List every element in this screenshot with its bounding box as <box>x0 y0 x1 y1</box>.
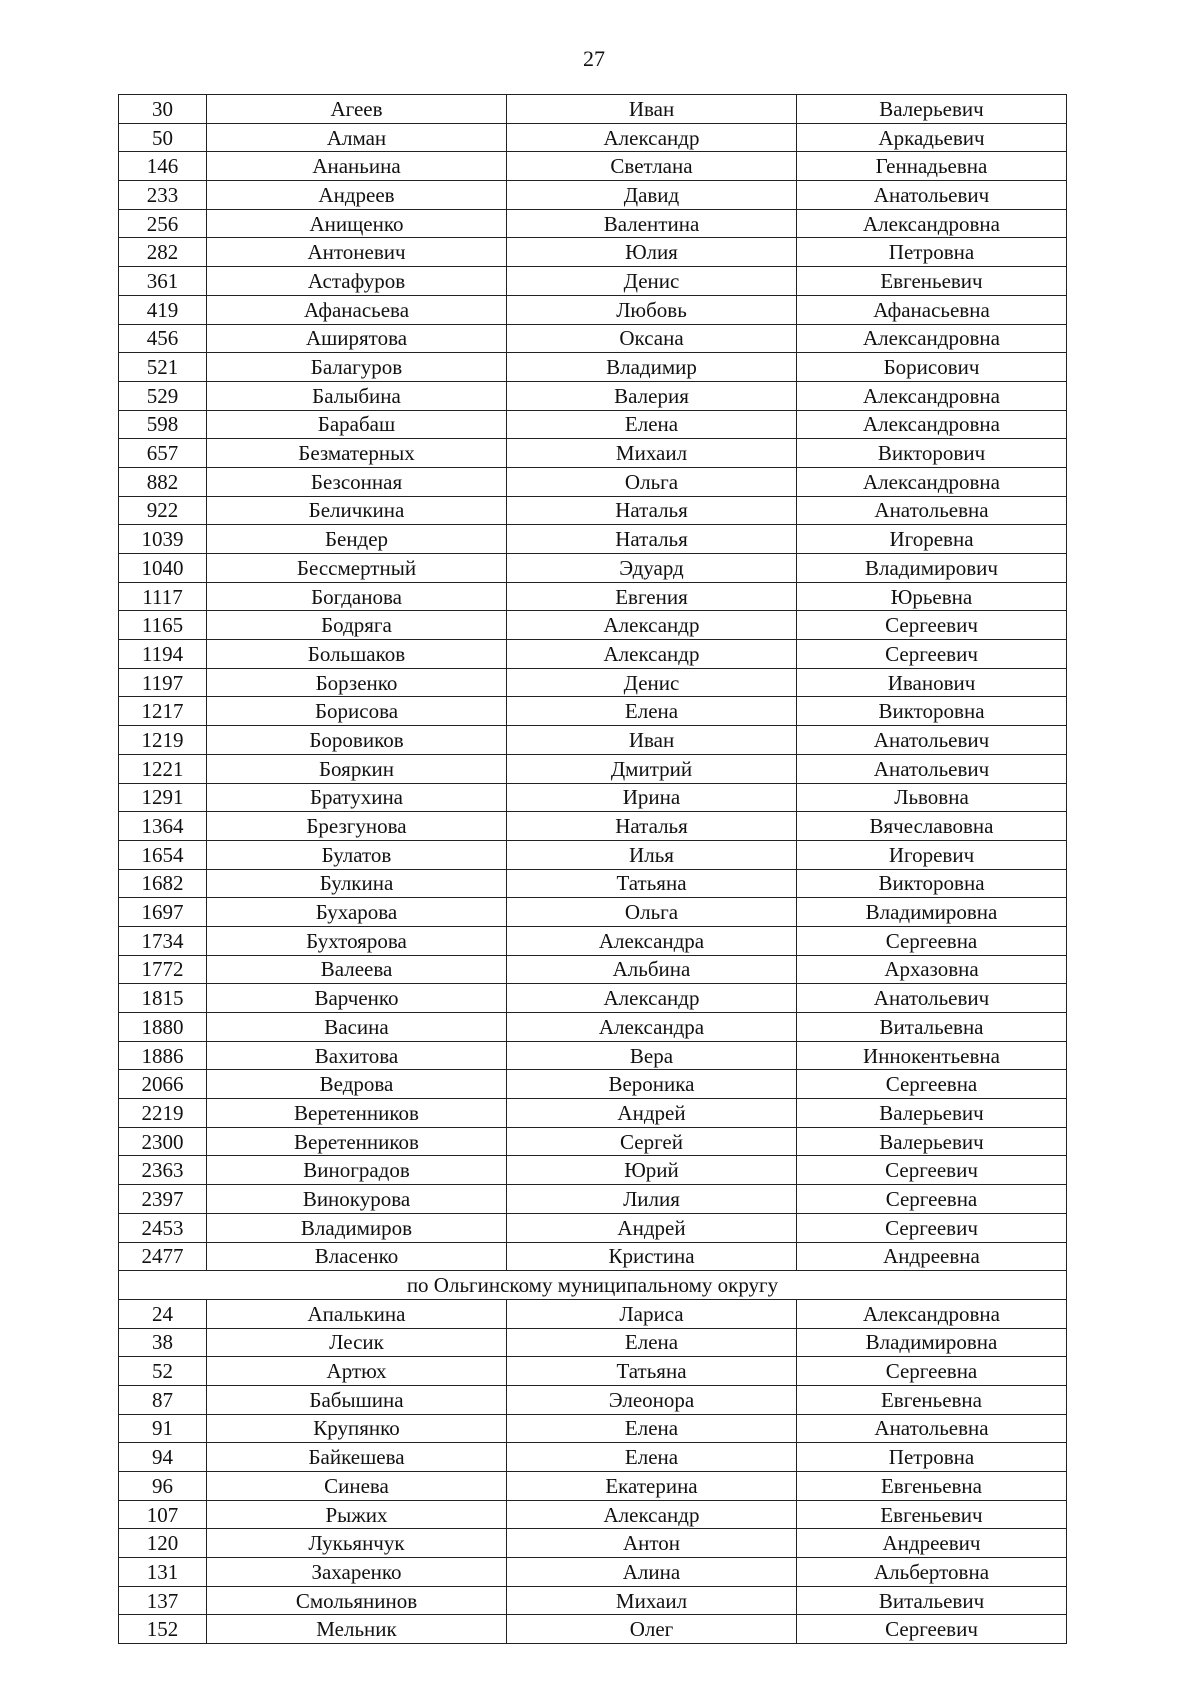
patronymic-cell: Архазовна <box>797 955 1067 984</box>
patronymic-cell: Сергеевич <box>797 1156 1067 1185</box>
row-number-cell: 456 <box>119 324 207 353</box>
table-row <box>119 554 1067 583</box>
last-name-cell: Веретенников <box>207 1127 507 1156</box>
patronymic-cell: Викторовна <box>797 697 1067 726</box>
table-row <box>119 1443 1067 1472</box>
first-name-cell: Антон <box>507 1529 797 1558</box>
first-name-cell: Александр <box>507 1500 797 1529</box>
last-name-cell: Лесик <box>207 1328 507 1357</box>
first-name-cell: Иван <box>507 95 797 124</box>
row-number-cell: 521 <box>119 353 207 382</box>
last-name-cell: Булатов <box>207 840 507 869</box>
last-name-cell: Валеева <box>207 955 507 984</box>
table-row <box>119 1529 1067 1558</box>
first-name-cell: Михаил <box>507 1586 797 1615</box>
row-number-cell: 1886 <box>119 1041 207 1070</box>
row-number-cell: 52 <box>119 1357 207 1386</box>
first-name-cell: Юрий <box>507 1156 797 1185</box>
patronymic-cell: Сергеевич <box>797 640 1067 669</box>
row-number-cell: 30 <box>119 95 207 124</box>
first-name-cell: Елена <box>507 697 797 726</box>
last-name-cell: Андреев <box>207 181 507 210</box>
first-name-cell: Дмитрий <box>507 754 797 783</box>
last-name-cell: Артюх <box>207 1357 507 1386</box>
last-name-cell: Владимиров <box>207 1213 507 1242</box>
row-number-cell: 657 <box>119 439 207 468</box>
last-name-cell: Безсонная <box>207 467 507 496</box>
row-number-cell: 361 <box>119 267 207 296</box>
row-number-cell: 1682 <box>119 869 207 898</box>
row-number-cell: 1194 <box>119 640 207 669</box>
row-number-cell: 922 <box>119 496 207 525</box>
first-name-cell: Сергей <box>507 1127 797 1156</box>
table-row <box>119 525 1067 554</box>
patronymic-cell: Валерьевич <box>797 1127 1067 1156</box>
last-name-cell: Синева <box>207 1472 507 1501</box>
last-name-cell: Бабышина <box>207 1385 507 1414</box>
last-name-cell: Антоневич <box>207 238 507 267</box>
row-number-cell: 2363 <box>119 1156 207 1185</box>
row-number-cell: 1165 <box>119 611 207 640</box>
patronymic-cell: Иннокентьевна <box>797 1041 1067 1070</box>
first-name-cell: Элеонора <box>507 1385 797 1414</box>
first-name-cell: Алина <box>507 1558 797 1587</box>
last-name-cell: Мельник <box>207 1615 507 1644</box>
patronymic-cell: Александровна <box>797 1299 1067 1328</box>
last-name-cell: Агеев <box>207 95 507 124</box>
table-row <box>119 668 1067 697</box>
table-row <box>119 95 1067 124</box>
row-number-cell: 50 <box>119 123 207 152</box>
table-row <box>119 324 1067 353</box>
table-row <box>119 1213 1067 1242</box>
row-number-cell: 1217 <box>119 697 207 726</box>
first-name-cell: Александра <box>507 926 797 955</box>
table-row <box>119 1472 1067 1501</box>
section-heading: по Ольгинскому муниципальному округу <box>119 1271 1067 1300</box>
first-name-cell: Светлана <box>507 152 797 181</box>
last-name-cell: Безматерных <box>207 439 507 468</box>
last-name-cell: Боровиков <box>207 726 507 755</box>
row-number-cell: 529 <box>119 381 207 410</box>
first-name-cell: Александр <box>507 123 797 152</box>
first-name-cell: Альбина <box>507 955 797 984</box>
last-name-cell: Винокурова <box>207 1185 507 1214</box>
patronymic-cell: Львовна <box>797 783 1067 812</box>
patronymic-cell: Викторович <box>797 439 1067 468</box>
last-name-cell: Смольянинов <box>207 1586 507 1615</box>
table-row <box>119 1127 1067 1156</box>
table-row <box>119 209 1067 238</box>
row-number-cell: 38 <box>119 1328 207 1357</box>
first-name-cell: Евгения <box>507 582 797 611</box>
first-name-cell: Илья <box>507 840 797 869</box>
patronymic-cell: Владимировна <box>797 1328 1067 1357</box>
table-row <box>119 381 1067 410</box>
table-row <box>119 496 1067 525</box>
row-number-cell: 137 <box>119 1586 207 1615</box>
patronymic-cell: Валерьевич <box>797 1099 1067 1128</box>
last-name-cell: Брезгунова <box>207 812 507 841</box>
first-name-cell: Наталья <box>507 496 797 525</box>
row-number-cell: 1040 <box>119 554 207 583</box>
row-number-cell: 96 <box>119 1472 207 1501</box>
last-name-cell: Байкешева <box>207 1443 507 1472</box>
patronymic-cell: Анатольевич <box>797 984 1067 1013</box>
row-number-cell: 87 <box>119 1385 207 1414</box>
patronymic-cell: Афанасьевна <box>797 295 1067 324</box>
last-name-cell: Бухтоярова <box>207 926 507 955</box>
table-row <box>119 1357 1067 1386</box>
table-row <box>119 1099 1067 1128</box>
table-row <box>119 611 1067 640</box>
patronymic-cell: Сергеевич <box>797 611 1067 640</box>
first-name-cell: Александр <box>507 611 797 640</box>
patronymic-cell: Сергеевич <box>797 1213 1067 1242</box>
section-heading-row <box>119 1271 1067 1300</box>
patronymic-cell: Владимировна <box>797 898 1067 927</box>
first-name-cell: Елена <box>507 410 797 439</box>
table-row <box>119 840 1067 869</box>
table-row <box>119 1156 1067 1185</box>
table-row <box>119 869 1067 898</box>
row-number-cell: 1219 <box>119 726 207 755</box>
table-row <box>119 783 1067 812</box>
first-name-cell: Елена <box>507 1414 797 1443</box>
last-name-cell: Варченко <box>207 984 507 1013</box>
table-row <box>119 582 1067 611</box>
personnel-table <box>118 94 1067 1644</box>
table-row <box>119 812 1067 841</box>
row-number-cell: 1197 <box>119 668 207 697</box>
patronymic-cell: Викторовна <box>797 869 1067 898</box>
first-name-cell: Иван <box>507 726 797 755</box>
table-body <box>119 95 1067 1644</box>
patronymic-cell: Петровна <box>797 1443 1067 1472</box>
table-row <box>119 1299 1067 1328</box>
last-name-cell: Афанасьева <box>207 295 507 324</box>
patronymic-cell: Александровна <box>797 324 1067 353</box>
table-row <box>119 898 1067 927</box>
row-number-cell: 1734 <box>119 926 207 955</box>
row-number-cell: 107 <box>119 1500 207 1529</box>
first-name-cell: Наталья <box>507 812 797 841</box>
table-row <box>119 754 1067 783</box>
row-number-cell: 2453 <box>119 1213 207 1242</box>
first-name-cell: Елена <box>507 1443 797 1472</box>
patronymic-cell: Витальевич <box>797 1586 1067 1615</box>
row-number-cell: 146 <box>119 152 207 181</box>
table-row <box>119 984 1067 1013</box>
table-row <box>119 955 1067 984</box>
row-number-cell: 94 <box>119 1443 207 1472</box>
table-row <box>119 439 1067 468</box>
table-row <box>119 181 1067 210</box>
last-name-cell: Аширятова <box>207 324 507 353</box>
patronymic-cell: Аркадьевич <box>797 123 1067 152</box>
last-name-cell: Булкина <box>207 869 507 898</box>
table-row <box>119 1414 1067 1443</box>
first-name-cell: Вера <box>507 1041 797 1070</box>
row-number-cell: 1654 <box>119 840 207 869</box>
patronymic-cell: Борисович <box>797 353 1067 382</box>
last-name-cell: Васина <box>207 1013 507 1042</box>
last-name-cell: Бессмертный <box>207 554 507 583</box>
first-name-cell: Наталья <box>507 525 797 554</box>
row-number-cell: 2066 <box>119 1070 207 1099</box>
patronymic-cell: Александровна <box>797 381 1067 410</box>
row-number-cell: 1221 <box>119 754 207 783</box>
last-name-cell: Борисова <box>207 697 507 726</box>
row-number-cell: 120 <box>119 1529 207 1558</box>
row-number-cell: 2477 <box>119 1242 207 1271</box>
patronymic-cell: Андреевна <box>797 1242 1067 1271</box>
first-name-cell: Давид <box>507 181 797 210</box>
first-name-cell: Татьяна <box>507 869 797 898</box>
first-name-cell: Ольга <box>507 467 797 496</box>
first-name-cell: Александра <box>507 1013 797 1042</box>
patronymic-cell: Анатольевич <box>797 726 1067 755</box>
patronymic-cell: Евгеньевна <box>797 1472 1067 1501</box>
patronymic-cell: Анатольевна <box>797 1414 1067 1443</box>
last-name-cell: Бояркин <box>207 754 507 783</box>
last-name-cell: Анищенко <box>207 209 507 238</box>
row-number-cell: 1815 <box>119 984 207 1013</box>
patronymic-cell: Петровна <box>797 238 1067 267</box>
first-name-cell: Валентина <box>507 209 797 238</box>
first-name-cell: Валерия <box>507 381 797 410</box>
patronymic-cell: Андреевич <box>797 1529 1067 1558</box>
table-row <box>119 640 1067 669</box>
table-row <box>119 1500 1067 1529</box>
table-row <box>119 697 1067 726</box>
last-name-cell: Алман <box>207 123 507 152</box>
last-name-cell: Балагуров <box>207 353 507 382</box>
patronymic-cell: Валерьевич <box>797 95 1067 124</box>
patronymic-cell: Сергеевна <box>797 1185 1067 1214</box>
first-name-cell: Денис <box>507 668 797 697</box>
first-name-cell: Екатерина <box>507 1472 797 1501</box>
first-name-cell: Ирина <box>507 783 797 812</box>
last-name-cell: Захаренко <box>207 1558 507 1587</box>
first-name-cell: Михаил <box>507 439 797 468</box>
table-row <box>119 1185 1067 1214</box>
last-name-cell: Беличкина <box>207 496 507 525</box>
table-row <box>119 726 1067 755</box>
table-row <box>119 1013 1067 1042</box>
patronymic-cell: Александровна <box>797 209 1067 238</box>
row-number-cell: 2300 <box>119 1127 207 1156</box>
last-name-cell: Власенко <box>207 1242 507 1271</box>
last-name-cell: Вахитова <box>207 1041 507 1070</box>
table-row <box>119 353 1067 382</box>
table-row <box>119 1558 1067 1587</box>
patronymic-cell: Сергеевна <box>797 926 1067 955</box>
patronymic-cell: Евгеньевич <box>797 267 1067 296</box>
patronymic-cell: Иванович <box>797 668 1067 697</box>
patronymic-cell: Сергеевич <box>797 1615 1067 1644</box>
first-name-cell: Лилия <box>507 1185 797 1214</box>
last-name-cell: Крупянко <box>207 1414 507 1443</box>
row-number-cell: 1697 <box>119 898 207 927</box>
row-number-cell: 24 <box>119 1299 207 1328</box>
patronymic-cell: Евгеньевна <box>797 1385 1067 1414</box>
row-number-cell: 233 <box>119 181 207 210</box>
page-number: 27 <box>583 46 605 71</box>
last-name-cell: Борзенко <box>207 668 507 697</box>
last-name-cell: Большаков <box>207 640 507 669</box>
last-name-cell: Лукьянчук <box>207 1529 507 1558</box>
row-number-cell: 1772 <box>119 955 207 984</box>
table-row <box>119 1615 1067 1644</box>
patronymic-cell: Сергеевна <box>797 1357 1067 1386</box>
first-name-cell: Вероника <box>507 1070 797 1099</box>
patronymic-cell: Анатольевич <box>797 181 1067 210</box>
first-name-cell: Александр <box>507 640 797 669</box>
first-name-cell: Андрей <box>507 1099 797 1128</box>
first-name-cell: Ольга <box>507 898 797 927</box>
last-name-cell: Апалькина <box>207 1299 507 1328</box>
row-number-cell: 91 <box>119 1414 207 1443</box>
row-number-cell: 1039 <box>119 525 207 554</box>
row-number-cell: 1880 <box>119 1013 207 1042</box>
row-number-cell: 256 <box>119 209 207 238</box>
first-name-cell: Олег <box>507 1615 797 1644</box>
table-row <box>119 238 1067 267</box>
row-number-cell: 1364 <box>119 812 207 841</box>
table-row <box>119 152 1067 181</box>
last-name-cell: Богданова <box>207 582 507 611</box>
table-row <box>119 267 1067 296</box>
first-name-cell: Елена <box>507 1328 797 1357</box>
patronymic-cell: Альбертовна <box>797 1558 1067 1587</box>
patronymic-cell: Анатольевич <box>797 754 1067 783</box>
first-name-cell: Владимир <box>507 353 797 382</box>
first-name-cell: Андрей <box>507 1213 797 1242</box>
row-number-cell: 1291 <box>119 783 207 812</box>
row-number-cell: 152 <box>119 1615 207 1644</box>
last-name-cell: Веретенников <box>207 1099 507 1128</box>
row-number-cell: 419 <box>119 295 207 324</box>
first-name-cell: Юлия <box>507 238 797 267</box>
last-name-cell: Братухина <box>207 783 507 812</box>
table-row <box>119 1328 1067 1357</box>
first-name-cell: Денис <box>507 267 797 296</box>
last-name-cell: Виноградов <box>207 1156 507 1185</box>
first-name-cell: Татьяна <box>507 1357 797 1386</box>
table-row <box>119 1070 1067 1099</box>
row-number-cell: 282 <box>119 238 207 267</box>
patronymic-cell: Александровна <box>797 410 1067 439</box>
last-name-cell: Ведрова <box>207 1070 507 1099</box>
row-number-cell: 598 <box>119 410 207 439</box>
table-row <box>119 123 1067 152</box>
first-name-cell: Александр <box>507 984 797 1013</box>
patronymic-cell: Александровна <box>797 467 1067 496</box>
row-number-cell: 2397 <box>119 1185 207 1214</box>
table-row <box>119 295 1067 324</box>
patronymic-cell: Евгеньевич <box>797 1500 1067 1529</box>
table-row <box>119 926 1067 955</box>
first-name-cell: Кристина <box>507 1242 797 1271</box>
row-number-cell: 882 <box>119 467 207 496</box>
first-name-cell: Оксана <box>507 324 797 353</box>
last-name-cell: Рыжих <box>207 1500 507 1529</box>
table-row <box>119 1385 1067 1414</box>
row-number-cell: 2219 <box>119 1099 207 1128</box>
table-row <box>119 1242 1067 1271</box>
last-name-cell: Балыбина <box>207 381 507 410</box>
table-row <box>119 467 1067 496</box>
last-name-cell: Барабаш <box>207 410 507 439</box>
patronymic-cell: Владимирович <box>797 554 1067 583</box>
last-name-cell: Бендер <box>207 525 507 554</box>
patronymic-cell: Геннадьевна <box>797 152 1067 181</box>
table-row <box>119 1041 1067 1070</box>
last-name-cell: Бухарова <box>207 898 507 927</box>
patronymic-cell: Анатольевна <box>797 496 1067 525</box>
last-name-cell: Ананьина <box>207 152 507 181</box>
patronymic-cell: Игоревич <box>797 840 1067 869</box>
last-name-cell: Бодряга <box>207 611 507 640</box>
first-name-cell: Лариса <box>507 1299 797 1328</box>
last-name-cell: Астафуров <box>207 267 507 296</box>
first-name-cell: Эдуард <box>507 554 797 583</box>
first-name-cell: Любовь <box>507 295 797 324</box>
patronymic-cell: Игоревна <box>797 525 1067 554</box>
table-row <box>119 1586 1067 1615</box>
patronymic-cell: Сергеевна <box>797 1070 1067 1099</box>
row-number-cell: 1117 <box>119 582 207 611</box>
patronymic-cell: Вячеславовна <box>797 812 1067 841</box>
patronymic-cell: Юрьевна <box>797 582 1067 611</box>
row-number-cell: 131 <box>119 1558 207 1587</box>
table-row <box>119 410 1067 439</box>
patronymic-cell: Витальевна <box>797 1013 1067 1042</box>
